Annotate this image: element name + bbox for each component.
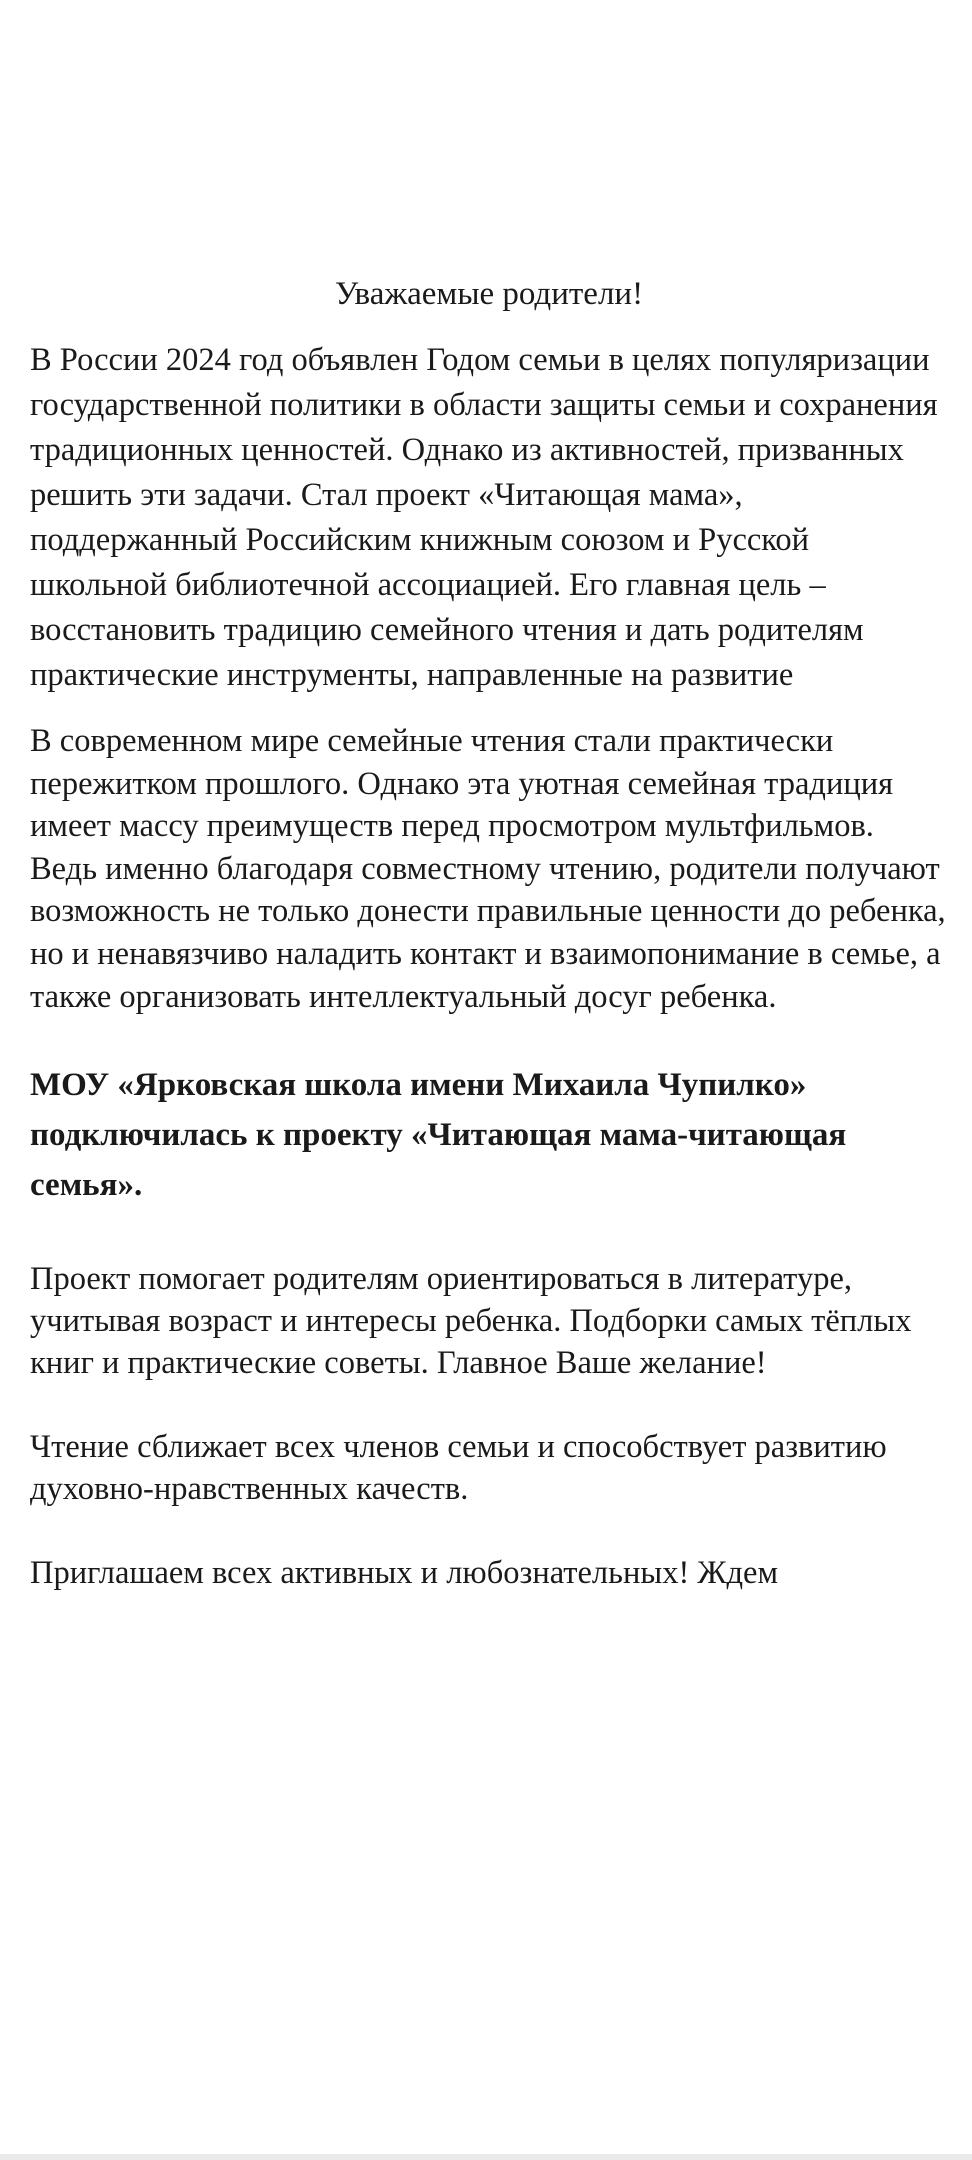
document-body <box>30 272 948 1594</box>
paragraph-school-announcement: МОУ «Ярковская школа имени Михаила Чупилко» подключилась к проекту «Читающая мама-читающая семья». <box>30 1067 847 1204</box>
greeting-heading: Уважаемые родители! <box>334 276 644 312</box>
paragraph-year-of-family: В России 2024 год объявлен Годом семьи в целях популяризации государственной политики в области защиты семьи и сохранения традиционных ценностей. Однако из активностей, призванных решить эти задачи. Стал проект «Читающая мама», поддержанный Российским книжным союзом и Русской школьной библиотечной ассоциацией. Его главная цель –восстановить традицию семейного чтения и дать родителям практические инструменты, направленные на развитие <box>30 342 938 693</box>
paragraph-modern-reading: В современном мире семейные чтения стали практически пережитком прошлого. Однако эта уютная семейная традиция имеет массу преимуществ перед просмотром мультфильмов. Ведь именно благодаря совместному чтению, родители получают возможность не только донести правильные ценности до ребенка, но и ненавязчиво наладить контакт и взаимопонимание в семье, а также организовать интеллектуальный досуг ребенка. <box>30 723 946 1015</box>
bottom-divider <box>0 2154 972 2160</box>
paragraph-project-help: Проект помогает родителям ориентироваться в литературе, учитывая возраст и интересы ребенка. Подборки самых тёплых книг и практические советы. Главное Ваше желание! <box>30 1261 912 1382</box>
paragraph-invitation: Приглашаем всех активных и любознательных! Ждем <box>30 1555 779 1592</box>
paragraph-reading-benefits: Чтение сближает всех членов семьи и способствует развитию духовно-нравственных качеств. <box>30 1429 887 1508</box>
